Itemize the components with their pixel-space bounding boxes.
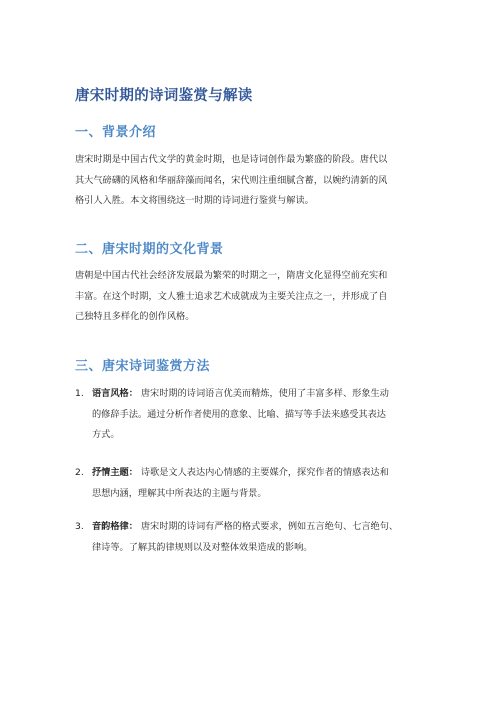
list-item-number: 2.	[75, 467, 84, 478]
list-item-term: 语言风格：	[92, 388, 138, 399]
list-item-line: 的修辞手法。通过分析作者使用的意象、比喻、描写等手法来感受其表达	[92, 408, 386, 420]
section-heading-background: 一、背景介绍	[75, 125, 157, 140]
list-item-text: 唐宋时期的诗词语言优美而精炼，使用了丰富多样、形象生动	[140, 388, 389, 399]
paragraph-line: 己独特且多样化的创作风格。	[75, 311, 195, 322]
list-item-term: 音韵格律：	[92, 521, 138, 532]
paragraph-line: 唐朝是中国古代社会经济发展最为繁荣的时期之一，隋唐文化显得空前充实和	[75, 270, 388, 281]
list-item-term: 抒情主题：	[92, 467, 138, 478]
paragraph-line: 唐宋时期是中国古代文学的黄金时期，也是诗词创作最为繁盛的阶段。唐代以	[75, 154, 388, 165]
list-item-number: 3.	[75, 521, 84, 532]
list-item-line: 方式。	[92, 429, 120, 440]
list-item-text: 诗歌是文人表达内心情感的主要媒介，探究作者的情感表达和	[140, 467, 389, 478]
document-title: 唐宋时期的诗词鉴赏与解读	[75, 88, 253, 104]
paragraph-line: 丰富。在这个时期，文人雅士追求艺术成就成为主要关注点之一，并形成了自	[75, 290, 388, 302]
list-item-line: 律诗等。了解其韵律规则以及对整体效果造成的影响。	[92, 541, 313, 553]
list-item-rhyme-meter	[75, 517, 435, 558]
paragraph-line: 格引人入胜。本文将围绕这一时期的诗词进行鉴赏与解读。	[75, 195, 314, 206]
list-item-number: 1.	[75, 388, 84, 399]
section-paragraph-background	[75, 150, 430, 212]
section-heading-cultural-background: 二、唐宋时期的文化背景	[75, 242, 224, 257]
paragraph-line: 其大气磅礴的风格和华丽辞藻而闻名，宋代则注重细腻含蓄，以婉约清新的风	[75, 174, 388, 186]
list-item-line: 思想内涵，理解其中所表达的主题与背景。	[92, 487, 267, 499]
section-paragraph-cultural-background	[75, 266, 430, 328]
list-item-language-style	[75, 384, 435, 446]
section-heading-appreciation-methods: 三、唐宋诗词鉴赏方法	[75, 359, 211, 374]
list-item-text: 唐宋时期的诗词有严格的格式要求，例如五言绝句、七言绝句、	[140, 521, 399, 532]
list-item-lyrical-theme	[75, 463, 435, 504]
